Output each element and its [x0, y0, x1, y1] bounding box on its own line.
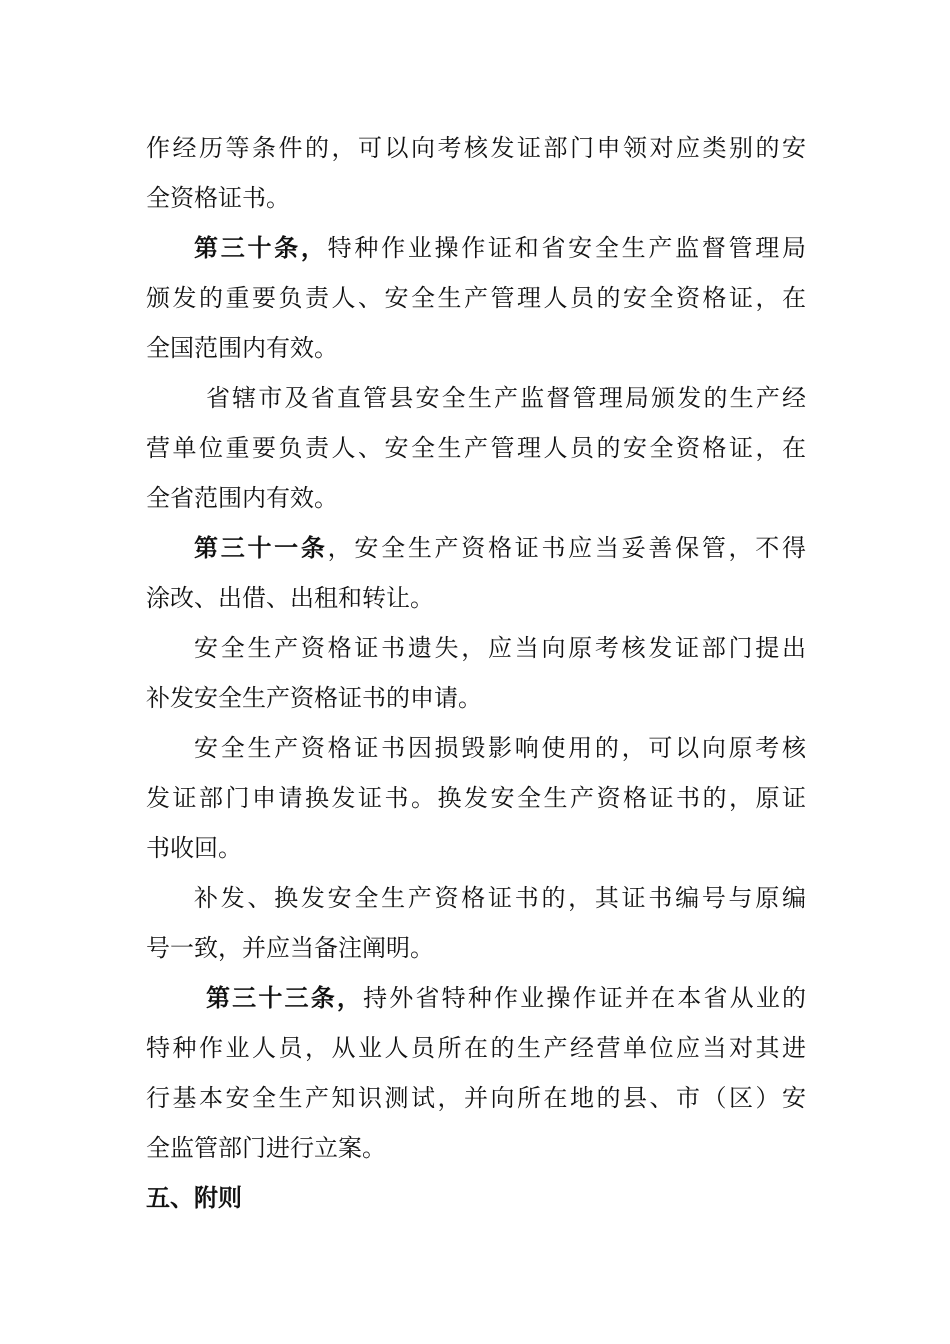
paragraph-line: 全监管部门进行立案。 [146, 1134, 386, 1162]
article-33-line [206, 982, 806, 1014]
paragraph-line: 号一致，并应当备注阐明。 [146, 934, 434, 962]
paragraph-line: 全资格证书。 [146, 184, 290, 212]
paragraph-line: 特种作业人员，从业人员所在的生产经营单位应当对其进 [146, 1034, 806, 1062]
paragraph-line: 安全生产资格证书因损毁影响使用的，可以向原考核 [194, 734, 806, 762]
paragraph-line: 全国范围内有效。 [146, 334, 338, 362]
paragraph-line: 颁发的重要负责人、安全生产管理人员的安全资格证，在 [146, 284, 806, 312]
paragraph-line: 安全生产资格证书遗失，应当向原考核发证部门提出 [194, 634, 806, 662]
paragraph-line: 发证部门申请换发证书。换发安全生产资格证书的，原证 [146, 784, 806, 812]
paragraph-line: 全省范围内有效。 [146, 484, 338, 512]
article-31-title: 第三十一条 [194, 534, 328, 562]
article-33-title: 第三十三条， [206, 984, 364, 1012]
paragraph-line: 书收回。 [146, 834, 242, 862]
paragraph-line: 补发安全生产资格证书的申请。 [146, 684, 482, 712]
article-31-line [194, 532, 806, 564]
article-30-text: 特种作业操作证和省安全生产监督管理局 [327, 234, 807, 262]
paragraph-line: 补发、换发安全生产资格证书的，其证书编号与原编 [194, 884, 806, 912]
paragraph-line: 省辖市及省直管县安全生产监督管理局颁发的生产经 [206, 384, 806, 412]
article-31-text: ，安全生产资格证书应当妥善保管，不得 [327, 534, 807, 562]
paragraph-line: 营单位重要负责人、安全生产管理人员的安全资格证，在 [146, 434, 806, 462]
article-30-title: 第三十条， [194, 234, 328, 262]
paragraph-line: 作经历等条件的，可以向考核发证部门申领对应类别的安 [146, 134, 806, 162]
section-heading: 五、附则 [146, 1184, 242, 1212]
article-30-line [194, 232, 806, 264]
paragraph-line: 行基本安全生产知识测试，并向所在地的县、市（区）安 [146, 1084, 806, 1112]
paragraph-line: 涂改、出借、出租和转让。 [146, 584, 434, 612]
article-33-text: 持外省特种作业操作证并在本省从业的 [363, 984, 807, 1012]
